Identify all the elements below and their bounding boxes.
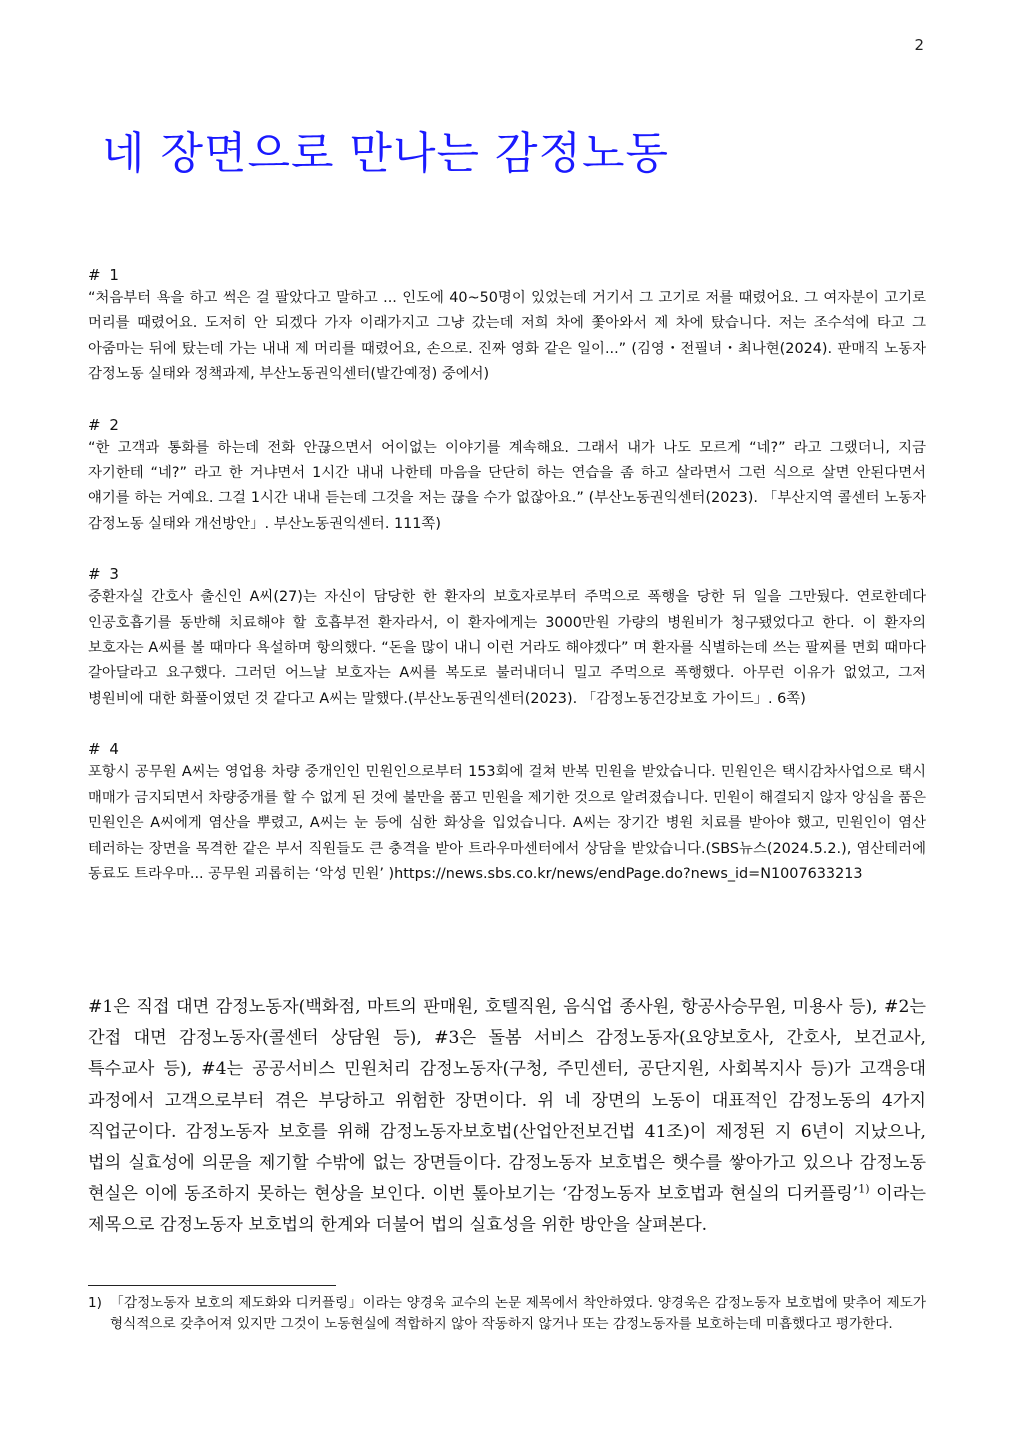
scene-4 [88,738,926,887]
scene-label: # 4 [88,740,121,759]
scene-label: # 1 [88,266,121,284]
scene-label: # 2 [88,415,121,434]
scene-text: “한 고객과 통화를 하는데 전화 안끊으면서 어이없는 이야기를 계속해요. 그래서 내가 나도 모르게 “네?” 라고 그랬더니, 지금 자기한테 “네?” 라고 한 거냐면서 1시간 내내 나한테 마음을 단단히 하는 연습을 좀 하고 살라면서 그런 식으로 살면 안된다면서 얘기를 하는 거예요. 그걸 1시간 내내 듣는데 그것을 저는 끊을 수가 없잖아요.” (부산노동권익센터(2023). 「부산지역 콜센터 노동자 감정노동 실태와 개선방안」. 부산노동권익센터. 111쪽) [88,439,926,532]
footnote [88,1293,926,1335]
scene-text: 중환자실 간호사 출신인 A씨(27)는 자신이 담당한 한 환자의 보호자로부터 주먹으로 폭행을 당한 뒤 일을 그만뒀다. 연로한데다 인공호흡기를 동반해 치료해야 할 호흡부전 환자라서, 이 환자에게는 3000만원 가량의 병원비가 청구됐었다고 한다. 이 환자의 보호자는 A씨를 볼 때마다 욕설하며 항의했다. “돈을 많이 내니 이런 거라도 해야겠다” 며 환자를 식별하는데 쓰는 팔찌를 면회 때마다 갈아달라고 요구했다. 그러던 어느날 보호자는 A씨를 복도로 불러내더니 밀고 주먹으로 폭행했다. 아무런 이유가 없었고, 그저 병원비에 대한 화풀이였던 것 같다고 A씨는 말했다.(부산노동권익센터(2023). 「감정노동건강보호 가이드」. 6쪽) [88,589,926,707]
scene-text: 포항시 공무원 A씨는 영업용 차량 중개인인 민원인으로부터 153회에 걸쳐 반복 민원을 받았습니다. 민원인은 택시감차사업으로 택시 매매가 금지되면서 차량중개를 할 수 없게 된 것에 불만을 품고 민원을 제기한 것으로 알려졌습니다. 민원이 해결되지 않자 앙심을 품은 민원인은 A씨에게 염산을 뿌렸고, A씨는 눈 등에 심한 화상을 입었습니다. A씨는 장기간 병원 치료를 받아야 했고, 민원인이 염산 테러하는 장면을 목격한 같은 부서 직원들도 큰 충격을 받아 트라우마센터에서 상담을 받았습니다.(SBS뉴스(2024.5.2.), 염산테러에 동료도 트라우마... 공무원 괴롭히는 ‘악성 민원’ )https://news.sbs.co.kr/news/endPage.do?news_id=N1007633213 [88,764,926,882]
scene-2 [88,414,926,538]
footnote-divider [88,1285,336,1286]
scenes-section [88,264,926,913]
intro-paragraph [88,992,926,1242]
footnote-text: 「감정노동자 보호의 제도화와 디커플링」이라는 양경욱 교수의 논문 제목에서 착안하였다. 양경욱은 감정노동자 보호법에 맞추어 제도가 형식적으로 갖추어져 있지만 그것이 노동현실에 적합하지 않아 작동하지 않거나 또는 감정노동자를 보호하는데 미흡했다고 평가한다. [110,1295,926,1332]
intro-text: #1은 직접 대면 감정노동자(백화점, 마트의 판매원, 호텔직원, 음식업 종사원, 항공사승무원, 미용사 등), #2는 간접 대면 감정노동자(콜센터 상담원 등), #3은 돌봄 서비스 감정노동자(요양보호사, 간호사, 보건교사, 특수교사 등), #4는 공공서비스 민원처리 감정노동자(구청, 주민센터, 공단지원, 사회복지사 등)가 고객응대 과정에서 고객으로부터 겪은 부당하고 위험한 장면이다. 위 네 장면의 노동이 대표적인 감정노동의 4가지 직업군이다. 감정노동자 보호를 위해 감정노동자보호법(산업안전보건법 41조)이 제정된 지 6년이 지났으나, 법의 실효성에 의문을 제기할 수밖에 없는 장면들이다. 감정노동자 보호법은 햇수를 쌓아가고 있으나 감정노동 현실은 이에 동조하지 못하는 현상을 보인다. 이번 톺아보기는 ‘감정노동자 보호법과 현실의 디커플링’ [88,997,926,1205]
scene-text: “처음부터 욕을 하고 썩은 걸 팔았다고 말하고 ... 인도에 40~50명이 있었는데 거기서 그 고기로 저를 때렸어요. 그 여자분이 고기로 머리를 때렸어요. 도저히 안 되겠다 가자 이래가지고 그냥 갔는데 저희 차에 쫓아와서 제 차에 탔습니다. 저는 조수석에 타고 그 아줌마는 뒤에 탔는데 가는 내내 제 머리를 때렸어요, 손으로. 진짜 영화 같은 일이...” (김영・전필녀・최나현(2024). 판매직 노동자 감정노동 실태와 정책과제, 부산노동권익센터(발간예정) 중에서) [88,290,926,383]
footnote-ref[interactable]: 1) [858,1182,870,1196]
page-number: 2 [914,36,924,54]
scene-1 [88,264,926,388]
scene-3 [88,563,926,712]
page-title: 네 장면으로 만나는 감정노동 [102,128,670,179]
scene-label: # 3 [88,565,121,584]
footnote-number: 1) [88,1295,102,1311]
intro-text-end: 이라는 제목으로 감정노동자 보호법의 한계와 더불어 법의 실효성을 위한 방안을 살펴본다. [88,1184,926,1236]
